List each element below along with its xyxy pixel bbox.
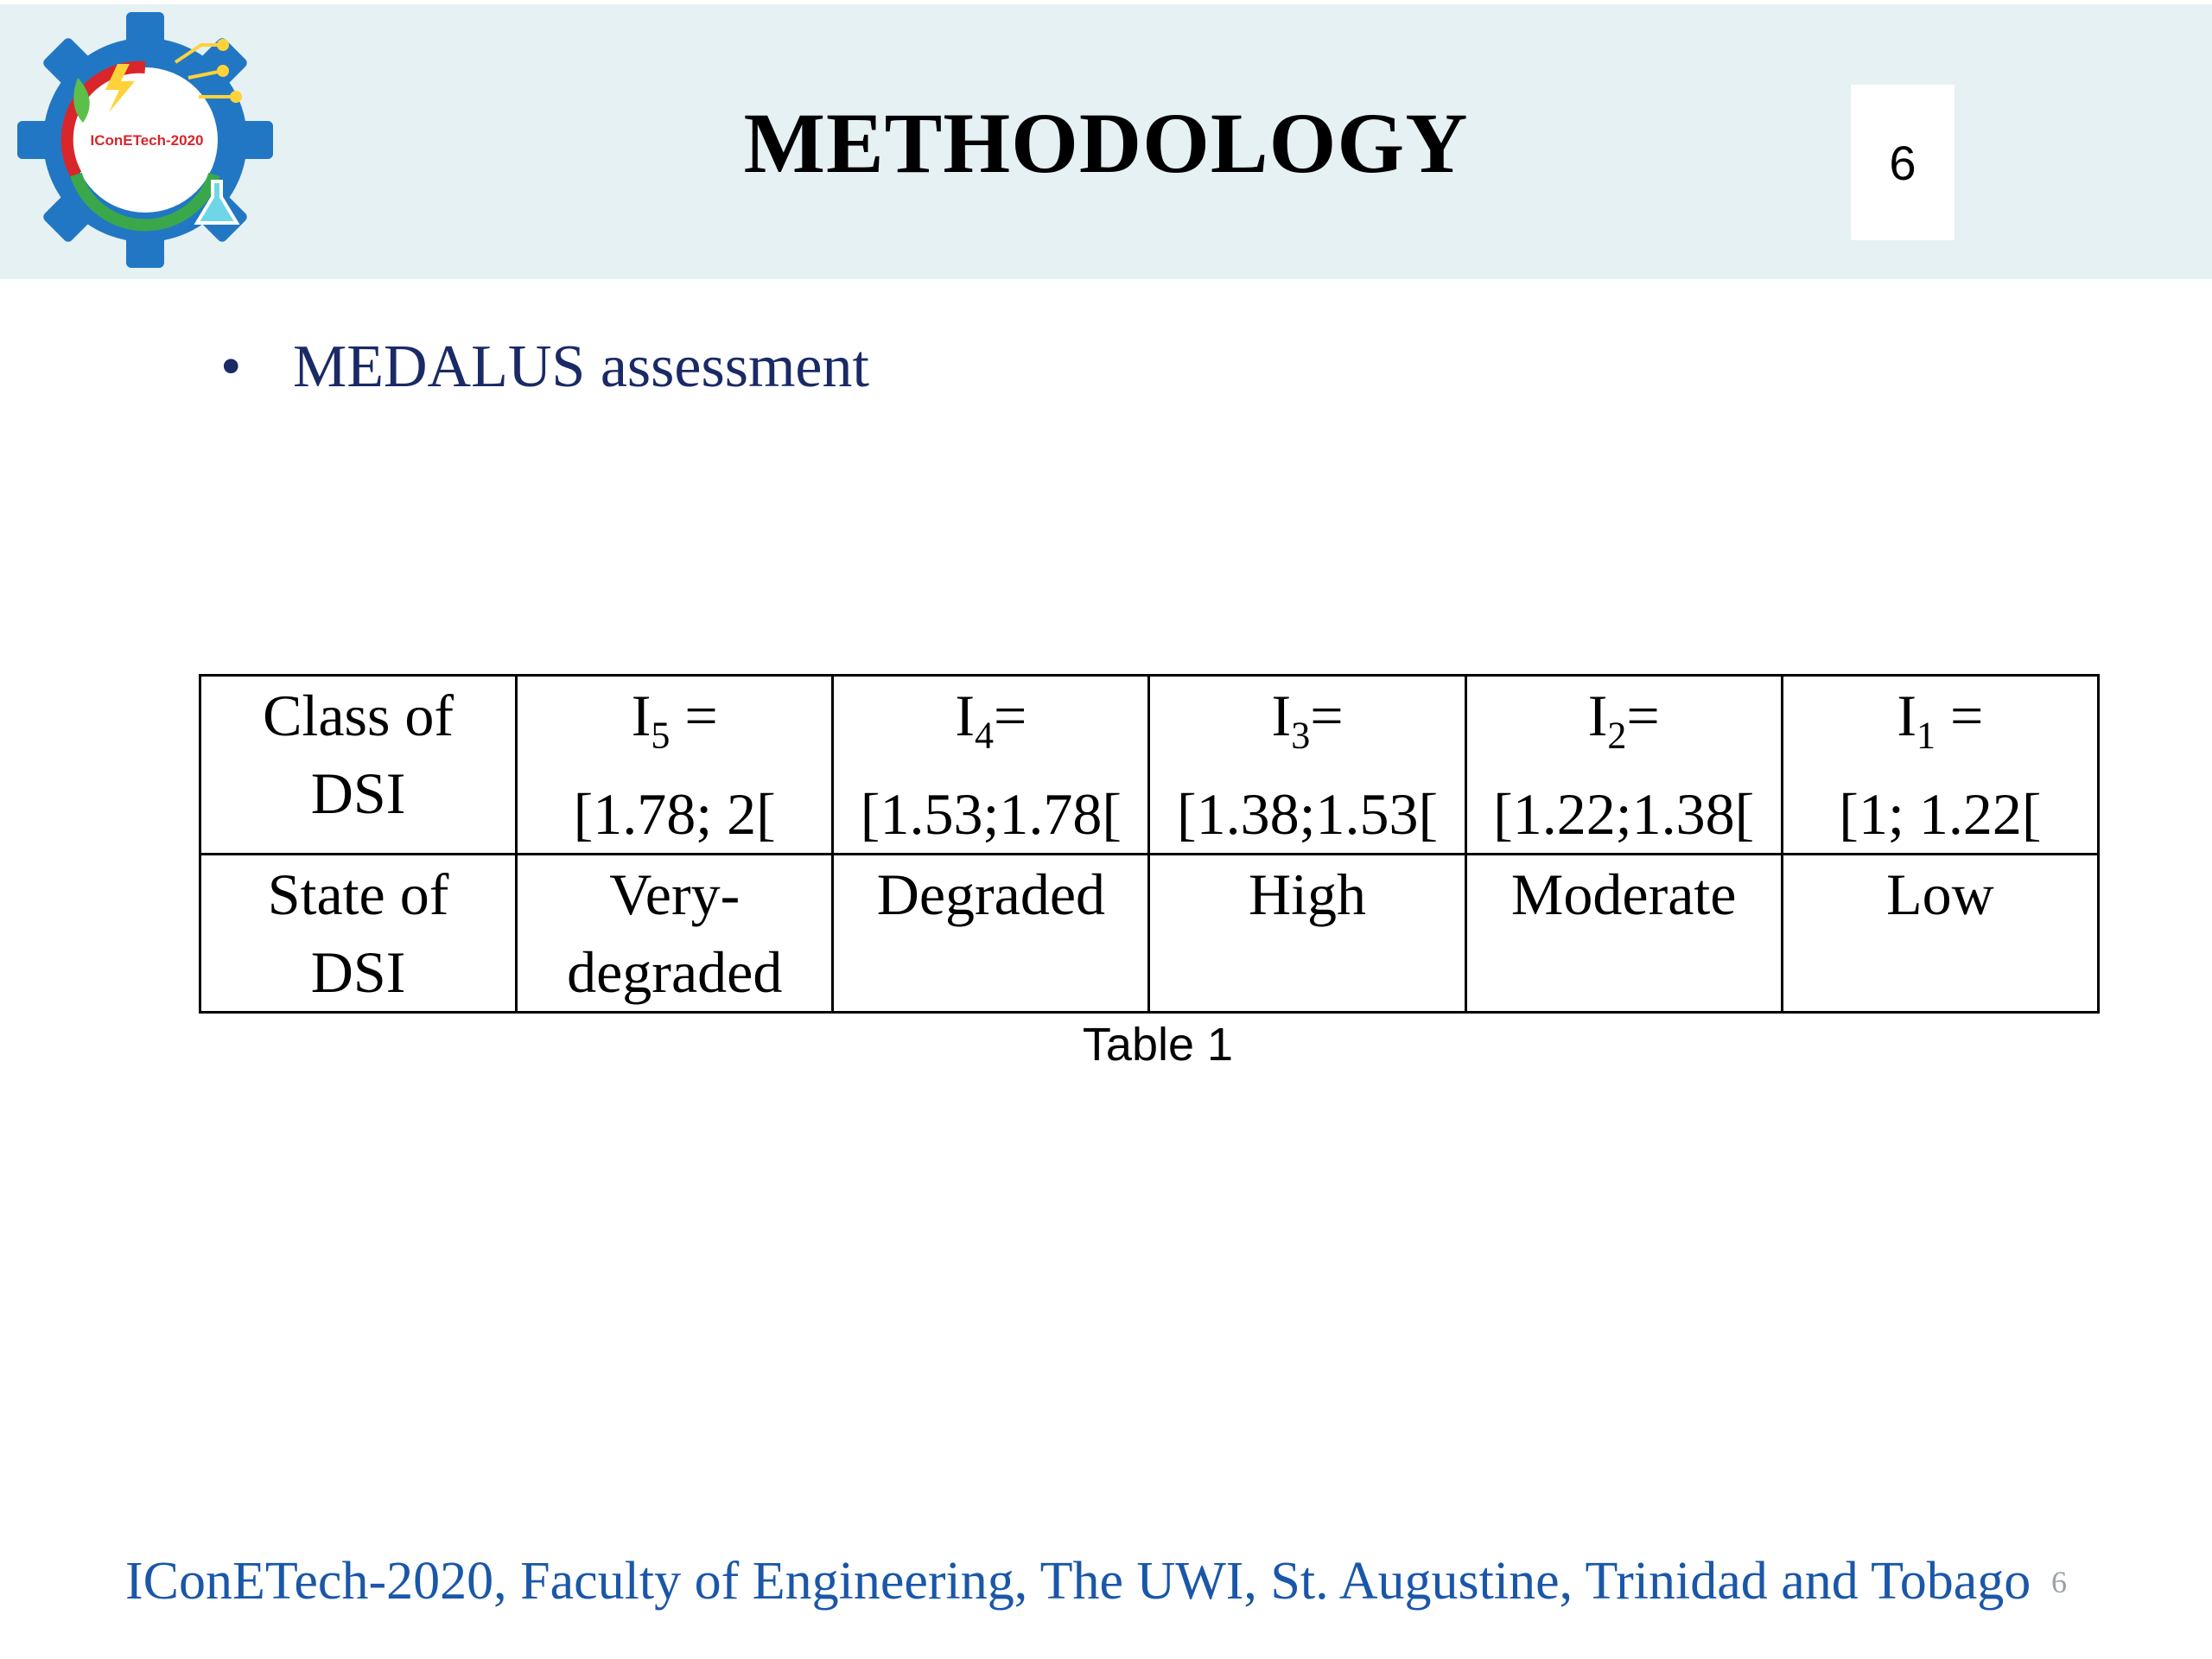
cell-line: Very- (609, 861, 741, 927)
table-cell (1782, 676, 2098, 855)
table-cell (1149, 854, 1465, 1012)
cell-line: Degraded (876, 861, 1106, 927)
cell-line: degraded (567, 938, 783, 1005)
cell-line (834, 677, 1147, 775)
logo-text: IConETech-2020 (90, 132, 204, 149)
index-symbol: I (1271, 683, 1292, 748)
table-cell (833, 854, 1149, 1012)
cell-line: Class of (263, 683, 454, 748)
table-row-class (200, 676, 2099, 855)
cell-line: Moderate (1510, 861, 1737, 927)
index-symbol: I (955, 683, 976, 748)
table-cell (200, 676, 517, 855)
index-subscript: 4 (975, 714, 995, 757)
cell-line: [1; 1.22[ (1839, 780, 2042, 847)
equals-sign: = (1936, 683, 1984, 748)
cell-line: DSI (310, 938, 406, 1005)
table-cell (833, 676, 1149, 855)
index-symbol: I (631, 683, 652, 748)
table-cell (517, 854, 833, 1012)
cell-line: [1.22;1.38[ (1493, 780, 1755, 847)
index-subscript: 3 (1291, 714, 1311, 757)
cell-line (518, 677, 831, 775)
footer-slide-number: 6 (2051, 1565, 2067, 1599)
page-number: 6 (1889, 136, 1916, 190)
index-subscript: 2 (1607, 714, 1627, 757)
bullet-marker: • (220, 334, 242, 400)
table-cell (517, 676, 833, 855)
table-cell (1149, 676, 1465, 855)
index-symbol: I (1587, 683, 1608, 748)
cell-line: DSI (310, 760, 406, 826)
cell-line: [1.78; 2[ (573, 780, 776, 847)
cell-line (1467, 677, 1781, 775)
equals-sign: = (994, 683, 1027, 748)
cell-line: [1.38;1.53[ (1176, 780, 1439, 847)
index-subscript: 1 (1916, 714, 1936, 757)
equals-sign: = (1310, 683, 1344, 748)
page-title: METHODOLOGY (743, 95, 1469, 191)
index-subscript: 5 (651, 714, 671, 757)
cell-line: State of (267, 861, 449, 927)
footer-text: IConETech-2020, Faculty of Engineering, The UWI, St. Augustine, Trinidad and Tobago (125, 1552, 2031, 1611)
table-caption: Table 1 (1082, 1019, 1234, 1071)
cell-line: High (1249, 861, 1367, 927)
cell-line: [1.53;1.78[ (860, 780, 1122, 847)
table-row-state (200, 854, 2099, 1012)
index-symbol: I (1897, 683, 1917, 748)
bullet-text: MEDALUS assessment (293, 334, 869, 400)
equals-sign: = (670, 683, 718, 748)
page-number-box (1851, 85, 1955, 240)
table-cell (200, 854, 517, 1012)
cell-line: Low (1886, 861, 1994, 927)
table-cell (1465, 676, 1782, 855)
equals-sign: = (1626, 683, 1660, 748)
cell-line (1150, 677, 1464, 775)
table-cell (1465, 854, 1782, 1012)
cell-line (1783, 677, 2097, 775)
dsi-table (199, 674, 2100, 1014)
table-cell (1782, 854, 2098, 1012)
